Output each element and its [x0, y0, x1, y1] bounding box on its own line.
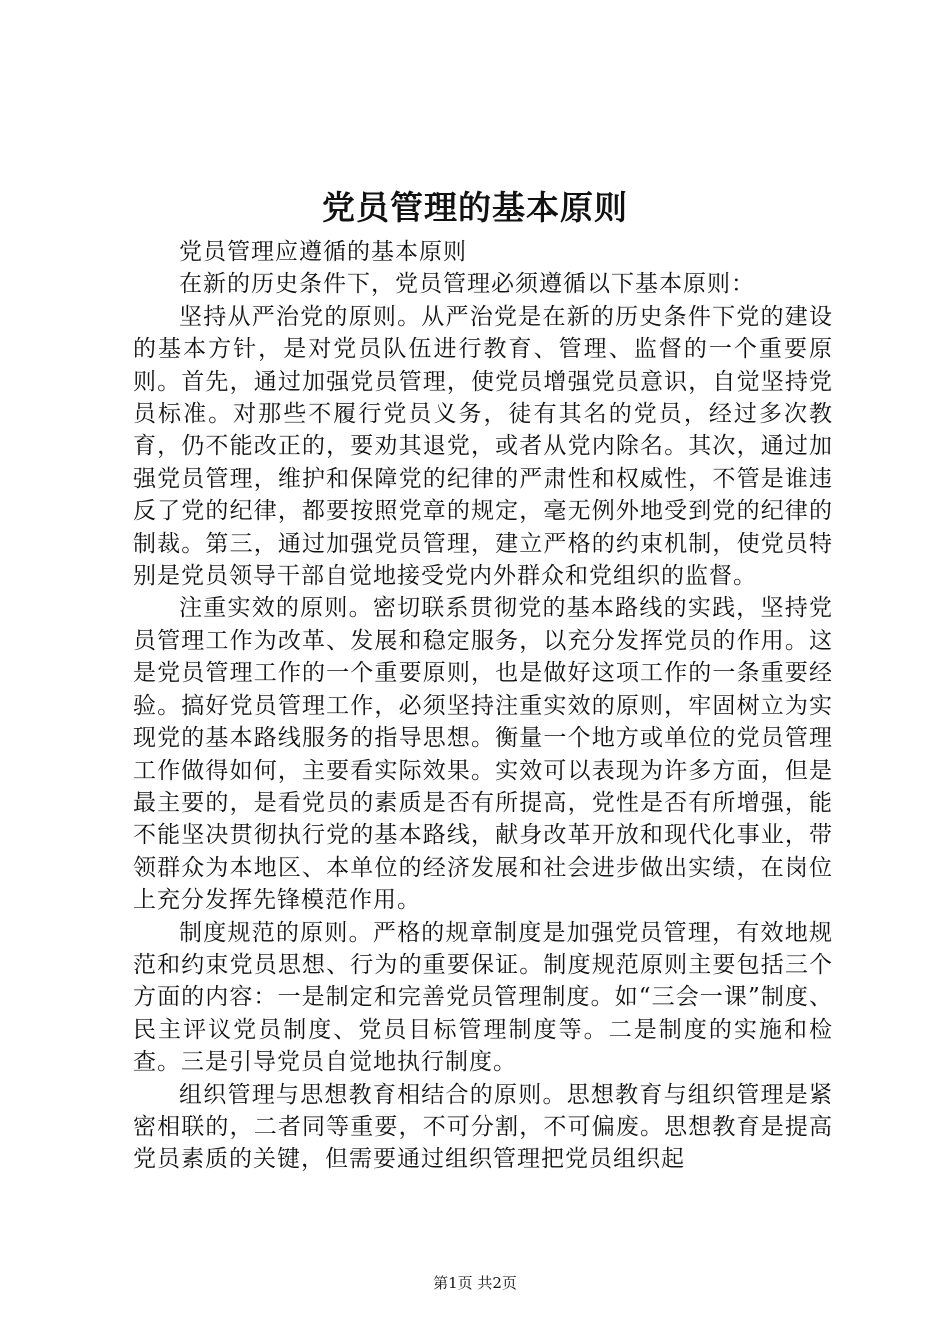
- paragraph-intro: 在新的历史条件下，党员管理必须遵循以下基本原则：: [179, 271, 755, 298]
- paragraph-institutional-norms: 制度规范的原则。严格的规章制度是加强党员管理，有效地规范和约束党员思想、行为的重要保证。制度规范原则主要包括三个方面的内容：一是制定和完善党员管理制度。如“三会一课”制度、民主评议党员制度、党员目标管理制度等。二是制度的实施和检查。三是引导党员自觉地执行制度。: [133, 919, 833, 1076]
- paragraph-strict-governance: 坚持从严治党的原则。从严治党是在新的历史条件下党的建设的基本方针，是对党员队伍进行教育、管理、监督的一个重要原则。首先，通过加强党员管理，使党员增强党员意识，自觉坚持党员标准。对那些不履行党员义务，徒有其名的党员，经过多次教育，仍不能改正的，要劝其退党，或者从党内除名。其次，通过加强党员管理，维护和保障党的纪律的严肃性和权威性，不管是谁违反了党的纪律，都要按照党章的规定，毫无例外地受到党的纪律的制裁。第三，通过加强党员管理，建立严格的约束机制，使党员特别是党员领导干部自觉地接受党内外群众和党组织的监督。: [133, 303, 833, 590]
- paragraph-subtitle: 党员管理应遵循的基本原则: [179, 239, 467, 265]
- document-body: [133, 236, 833, 1176]
- document-title: 党员管理的基本原则: [322, 188, 628, 227]
- paragraph-effectiveness: 注重实效的原则。密切联系贯彻党的基本路线的实践，坚持党员管理工作为改革、发展和稳定服务，以充分发挥党员的作用。这是党员管理工作的一个重要原则，也是做好这项工作的一条重要经验。搞好党员管理工作，必须坚持注重实效的原则，牢固树立为实现党的基本路线服务的指导思想。衡量一个地方或单位的党员管理工作做得如何，主要看实际效果。实效可以表现为许多方面，但是最主要的，是看党员的素质是否有所提高，党性是否有所增强，能不能坚决贯彻执行党的基本路线，献身改革开放和现代化事业，带领群众为本地区、本单位的经济发展和社会进步做出实绩，在岗位上充分发挥先锋模范作用。: [133, 595, 833, 914]
- page-number-footer: 第1页 共2页: [433, 1274, 517, 1292]
- paragraph-organization-education: 组织管理与思想教育相结合的原则。思想教育与组织管理是紧密相联的，二者同等重要，不可分割，不可偏废。思想教育是提高党员素质的关键，但需要通过组织管理把党员组织起: [133, 1081, 833, 1173]
